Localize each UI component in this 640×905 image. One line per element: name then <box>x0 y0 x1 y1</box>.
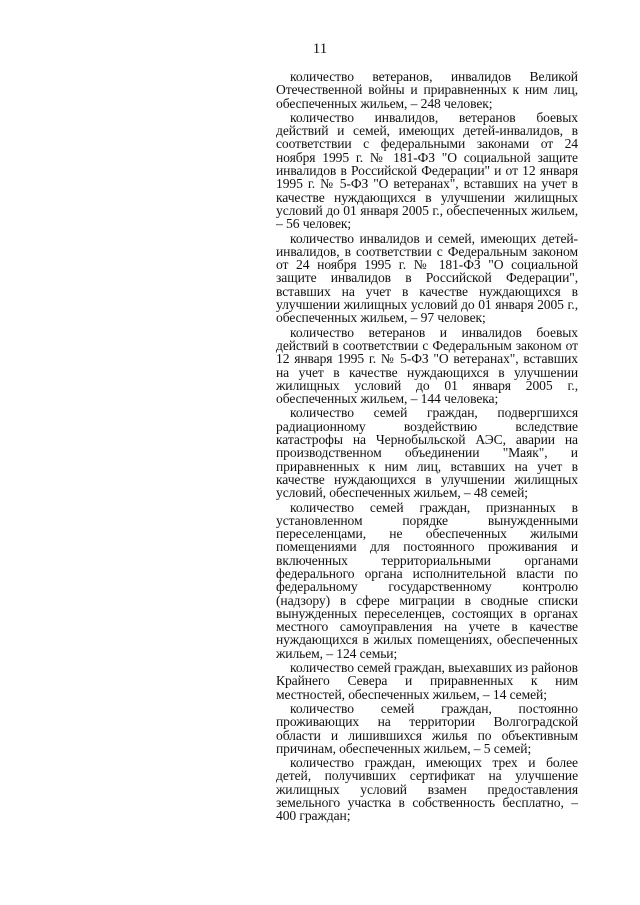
paragraph-radiation-victims: количество семей граждан, подвергшихся радиационному воздействию вследствие катастрофы на Чернобыльской АЭС, аварии на производственном объединении "Маяк", и приравненных к ним лиц, вставших на учет в качестве нуждающихся в улучшении жилищных условий, обеспеченных жильем, – 48 семей; <box>276 405 578 501</box>
paragraph-lost-housing: количество семей граждан, постоянно проживающих на территории Волгоградской области и лишившихся жилья по объективным причинам, обеспеченных жильем, – 5 семей; <box>276 700 578 756</box>
paragraph-far-north: количество семей граждан, выехавших из районов Крайнего Севера и приравненных к ним местностей, обеспеченных жильем, – 14 семей; <box>276 660 578 702</box>
paragraph-disabled-combat-veterans: количество инвалидов, ветеранов боевых действий и семей, имеющих детей-инвалидов, в соответствии с федеральными законами от 24 ноября 1995 г. № 181-ФЗ "О социальной защите инвалидов в Российской Федерации" и от 12 января 1995 г. № 5-ФЗ "О ветеранах", вставших на учет в качестве нуждающихся в улучшении жилищных условий до 01 января 2005 г., обеспеченных жильем, – 56 человек; <box>276 109 578 232</box>
paragraph-large-families: количество граждан, имеющих трех и более детей, получивших сертификат на улучшение жилищных условий взамен предоставления земельного участка в собственность бесплатно, – 400 граждан; <box>276 755 578 824</box>
paragraph-disabled-families: количество инвалидов и семей, имеющих детей-инвалидов, в соответствии с Федеральным законом от 24 ноября 1995 г. № 181-ФЗ "О социальной защите инвалидов в Российской Федерации", вставших на учет в качестве нуждающихся в улучшении жилищных условий до 01 января 2005 г., обеспеченных жильем, – 97 человек; <box>276 230 578 326</box>
paragraph-wwii-veterans: количество ветеранов, инвалидов Великой Отечественной войны и приравненных к ним лиц, обеспеченных жильем, – 248 человек; <box>276 69 578 111</box>
paragraph-forced-migrants: количество семей граждан, признанных в установленном порядке вынужденными переселенцами, не обеспеченных жилыми помещениями для постоянного проживания и включенных территориальными органами федерального органа исполнительной власти по федеральному государственному контролю (надзору) в сфере миграции в сводные списки вынужденных переселенцев, состоящих в органах местного самоуправления на учете в качестве нуждающихся в жилых помещениях, обеспеченных жильем, – 124 семьи; <box>276 499 578 661</box>
document-body <box>276 70 578 823</box>
page-number: 11 <box>312 41 328 57</box>
paragraph-combat-veterans: количество ветеранов и инвалидов боевых действий в соответствии с Федеральным законом от 12 января 1995 г. № 5-ФЗ "О ветеранах", вставших на учет в качестве нуждающихся в улучшении жилищных условий до 01 января 2005 г., обеспеченных жильем, – 144 человека; <box>276 324 578 407</box>
